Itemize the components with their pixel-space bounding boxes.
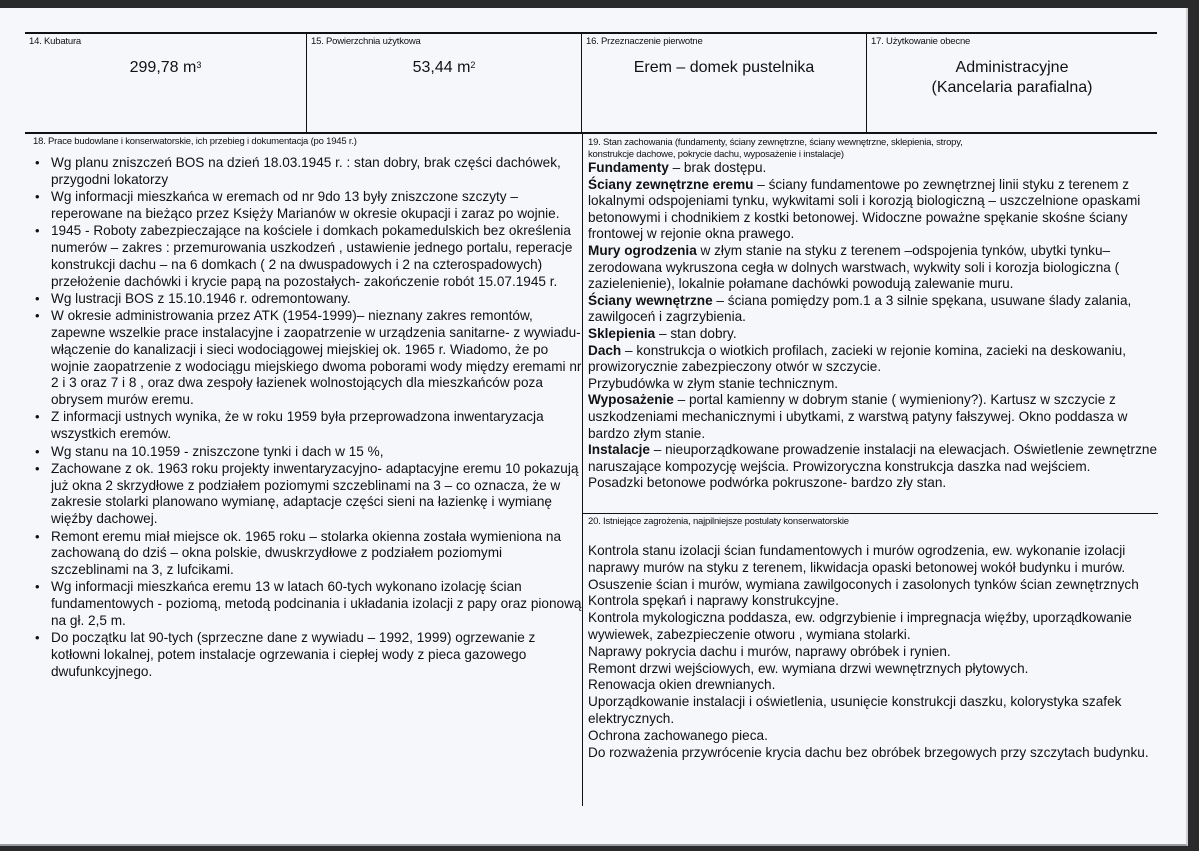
state-entry: Ściany zewnętrzne eremu – ściany fundamentowe po zewnętrznej linii styku z terenem z lokalnymi odspojeniami tynku, wykwitami soli i korozją biologiczną – uszczelnione opaskami betonowymi i chodnikiem z kostki betonowej. Widoczne poważne spękanie skośne ściany frontowej w rejonie okna prawego. [588,176,1141,242]
section-20-label: 20. Istniejące zagrożenia, najpilniejsze postulaty konserwatorskie [588,516,849,527]
uzytkowanie-label: 17. Użytkowanie obecne [871,36,971,47]
list-item: • Wg informacji mieszkańca w eremach od nr 9do 13 były zniszczone szczyty – reperowane na bieżąco przez Księży Marianów w okresie okupacji i zaraz po wojnie. [33,189,582,223]
state-entry: Sklepienia – stan dobry. [588,325,737,341]
uzytkowanie-value-line2: (Kancelaria parafialna) [931,79,1093,96]
list-item: Renowacja okien drewnianych. [588,677,776,693]
list-item: • W okresie administrowania przez ATK (1954-1999)– nieznany zakres remontów, zapewne wszelkie prace instalacyjne i zaopatrzenie w urządzenia sanitarne- z wywiadu- włączenie do kanalizacji i sieci wodociągowej miejskiej ok. 1965 r. Wiadomo, że po wojnie zaopatrzenie z wodociągu miejskiego dwoma poborami wody między eremami nr 2 i 3 oraz 7 i 8 , oraz dwa zespoły łazienek wolnostojących dla mieszkańców poza obrysem murów eremu. [33,308,582,409]
works-list [25,155,582,681]
section-20 [583,513,1158,761]
list-item: • Wg informacji mieszkańca eremu 13 w latach 60-tych wykonano izolację ścian fundamentowych - poziomą, metodą podcinania i układania izolacji z papy oraz pionową na gł. 2,5 m. [33,579,582,629]
uzytkowanie-value [867,58,1157,98]
list-item: Do rozważenia przywrócenie krycia dachu bez obróbek brzegowych przy szczytach budynku. [588,744,1149,760]
list-item: Uporządkowanie instalacji i oświetlenia, usunięcie konstrukcji daszku, kolorystyka szafek elektrycznych. [588,694,1122,726]
list-item: • Remont eremu miał miejsce ok. 1965 roku – stolarka okienna została wymieniona na zachowaną do dziś – okna polskie, dwuskrzydłowe z podziałem poziomymi szczeblinami na 3, z lufcikami. [33,529,582,579]
state-entry: Posadzki betonowe podwórka pokruszone- bardzo zły stan. [588,475,947,491]
section-18-label: 18. Prace budowlane i konserwatorskie, ich przebieg i dokumentacja (po 1945 r.) [33,136,357,147]
kubatura-value: 299,78 $m^3$ [129,59,202,76]
list-item: • Wg lustracji BOS z 15.10.1946 r. odremontowany. [33,291,582,308]
przeznaczenie-value: Erem – domek pustelnika [633,59,815,76]
cell-kubatura [25,34,307,132]
przeznaczenie-label: 16. Przeznaczenie pierwotne [586,36,703,47]
list-item: Osuszenie ścian i murów, wymiana zawilgoconych i zasolonych tynków ścian zewnętrznych [588,576,1139,592]
cell-powierzchnia [307,34,582,132]
list-item: • Zachowane z ok. 1963 roku projekty inwentaryzacyjno- adaptacyjne eremu 10 pokazują już okna 2 skrzydłowe z podziałem poziomymi szczeblinami na 3 – co oznacza, że w zakresie stolarki planowano wymianę, adaptacje części sieni na łazienkę i wymianę więźby dachowej. [33,461,582,528]
section-19-label: 19. Stan zachowania (fundamenty, ściany zewnętrzne, ściany wewnętrzne, sklepienia, stropy, konstrukcje dachowe, pokrycie dachu, wyposażenie i instalacje) [588,137,963,160]
section-18 [25,134,582,681]
kubatura-label: 14. Kubatura [29,36,82,47]
right-column [582,134,1157,806]
state-entry: Instalacje – nieuporządkowane prowadzenie instalacji na elewacjach. Oświetlenie zewnętrzne naruszające kompozycję wejścia. Prowizoryczna konstrukcja daszka nad wejściem. [588,442,1158,474]
list-item: Kontrola stanu izolacji ścian fundamentowych i murów ogrodzenia, ew. wykonanie izolacji naprawy murów na styku z terenem, likwidacja opaski betonowej wokół budynku i murów. [588,543,1126,575]
powierzchnia-value: 53,44 $m^2$ [412,59,476,76]
state-entry: Mury ogrodzenia w złym stanie na styku z terenem –odspojenia tynków, ubytki tynku– zerodowana wykruszona cegła w dolnych warstwach, wykwity soli i korozja biologiczna ( zazielenienie), lokalnie połamane dachówki powodują zalewanie muru. [588,242,1120,292]
list-item: Kontrola spękań i naprawy konstrukcyjne. [588,593,839,609]
document-page [0,8,1188,846]
postulates-list [583,527,1158,761]
state-entry: Dach – konstrukcja o wiotkich profilach, zacieki w rejonie komina, zacieki na deskowaniu, prowizorycznie zabezpieczony otwór w szczycie. [588,342,1126,375]
state-entry: Ściany wewnętrzne – ściana pomiędzy pom.1 a 3 silnie spękana, usuwane ślady zalania, zawilgoceń i zagrzybienia. [588,292,1132,325]
unit-exponent: 3 [196,60,202,70]
list-item: Naprawy pokrycia dachu i murów, naprawy obróbek i rynien. [588,643,951,659]
list-item: • Wg planu zniszczeń BOS na dzień 18.03.1945 r. : stan dobry, brak części dachówek, przygodni lokatorzy [33,155,582,189]
cell-uzytkowanie [867,34,1157,132]
section-19 [583,134,1157,492]
unit-exponent: 2 [470,60,476,70]
powierzchnia-label: 15. Powierzchnia użytkowa [311,36,421,47]
state-entry: Wyposażenie – portal kamienny w dobrym stanie ( wymieniony?). Kartusz w szczycie z uszkodzeniami mechanicznymi i ubytkami, z warstwą patyny fałszywej. Okno poddasza w bardzo złym stanie. [588,392,1128,441]
cell-przeznaczenie [582,34,867,132]
list-item: • Z informacji ustnych wynika, że w roku 1959 była przeprowadzona inwentaryzacja wszystkich eremów. [33,409,582,443]
list-item: • Do początku lat 90-tych (sprzeczne dane z wywiadu – 1992, 1999) ogrzewanie z kotłowni lokalnej, potem instalacje ogrzewania i ciepłej wody z pieca gazowego dwufunkcyjnego. [33,630,582,680]
list-item: Ochrona zachowanego pieca. [588,727,768,743]
state-entry: Fundamenty – brak dostępu. [588,160,767,175]
list-item: • 1945 - Roboty zabezpieczające na kościele i domkach pokamedulskich bez określenia numerów – zakres : przemurowania uszkodzeń , ustawienie jednego portalu, reperacje konstrukcji dachu – na 6 domkach ( 2 na dwuspadowych i 2 na czterospadowych) przełożenie dachówki i krycie papą na pozostałych- zakończenie robót 15.07.1945 r. [33,223,582,290]
state-entry: Przybudówka w złym stanie technicznym. [588,375,839,391]
list-item: Remont drzwi wejściowych, ew. wymiana drzwi wewnętrznych płytowych. [588,660,1029,676]
list-item: • Wg stanu na 10.1959 - zniszczone tynki i dach w 15 %, [33,444,582,461]
uzytkowanie-value-line1: Administracyjne [955,59,1069,76]
summary-row [25,34,1157,132]
list-item: Kontrola mykologiczna poddasza, ew. odgrzybienie i impregnacja więźby, uporządkowanie wywiewek, zabezpieczenie otworu , wymiana stolarki. [588,610,1132,642]
